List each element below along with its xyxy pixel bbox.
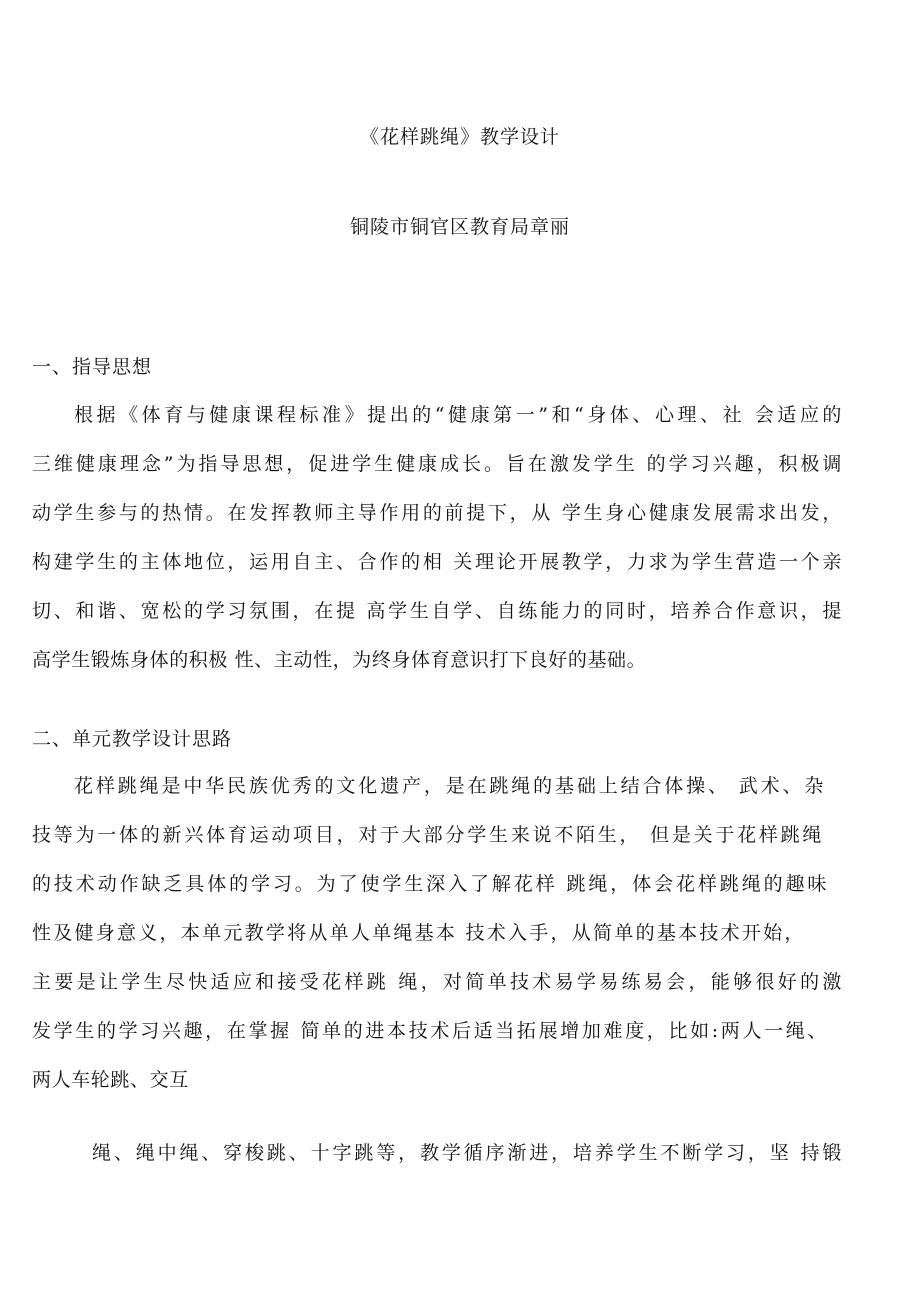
paragraph-line: 三维健康理念”为指导思想，促进学生健康成长。旨在激发学生 的学习兴趣，积极调: [32, 453, 842, 475]
paragraph-line: 发学生的学习兴趣，在掌握 简单的进本技术后适当拓展增加难度，比如:两人一绳、: [32, 1020, 827, 1042]
paragraph-line: 高学生锻炼身体的积极 性、主动性，为终身体育意识打下良好的基础。: [32, 649, 647, 671]
document-title: 《花样跳绳》教学设计: [359, 126, 560, 148]
paragraph-line: 切、和谐、宽松的学习氛围，在提 高学生自学、自练能力的同时，培养合作意识，提: [32, 600, 842, 622]
paragraph-line: 花样跳绳是中华民族优秀的文化遗产，是在跳绳的基础上结合体操、 武术、杂: [74, 775, 824, 797]
paragraph-line: 两人车轮跳、交互: [32, 1069, 189, 1091]
paragraph-line: 根据《体育与健康课程标准》提出的“健康第一”和“身体、心理、社 会适应的: [74, 404, 842, 426]
paragraph-line: 主要是让学生尽快适应和接受花样跳 绳，对简单技术易学易练易会，能够很好的激: [32, 971, 842, 993]
paragraph-line: 性及健身意义，本单元教学将从单人单绳基本 技术入手，从简单的基本技术开始，: [32, 922, 804, 944]
paragraph-line: 构建学生的主体地位，运用自主、合作的相 关理论开展教学，力求为学生营造一个亲: [32, 551, 842, 573]
paragraph-line: 的技术动作缺乏具体的学习。为了使学生深入了解花样 跳绳，体会花样跳绳的趣味: [32, 873, 827, 895]
paragraph-line: 技等为一体的新兴体育运动项目，对于大部分学生来说不陌生， 但是关于花样跳绳: [32, 824, 822, 846]
paragraph-continuation: 绳、绳中绳、穿梭跳、十字跳等，教学循序渐进，培养学生不断学习，坚 持锻: [92, 1142, 842, 1164]
section-heading-guiding-ideology: 一、指导思想: [32, 356, 153, 378]
section-heading-unit-design: 二、单元教学设计思路: [32, 728, 233, 750]
document-author: 铜陵市铜官区教育局章丽: [349, 216, 570, 238]
paragraph-line: 动学生参与的热情。在发挥教师主导作用的前提下，从 学生身心健康发展需求出发，: [32, 502, 842, 524]
